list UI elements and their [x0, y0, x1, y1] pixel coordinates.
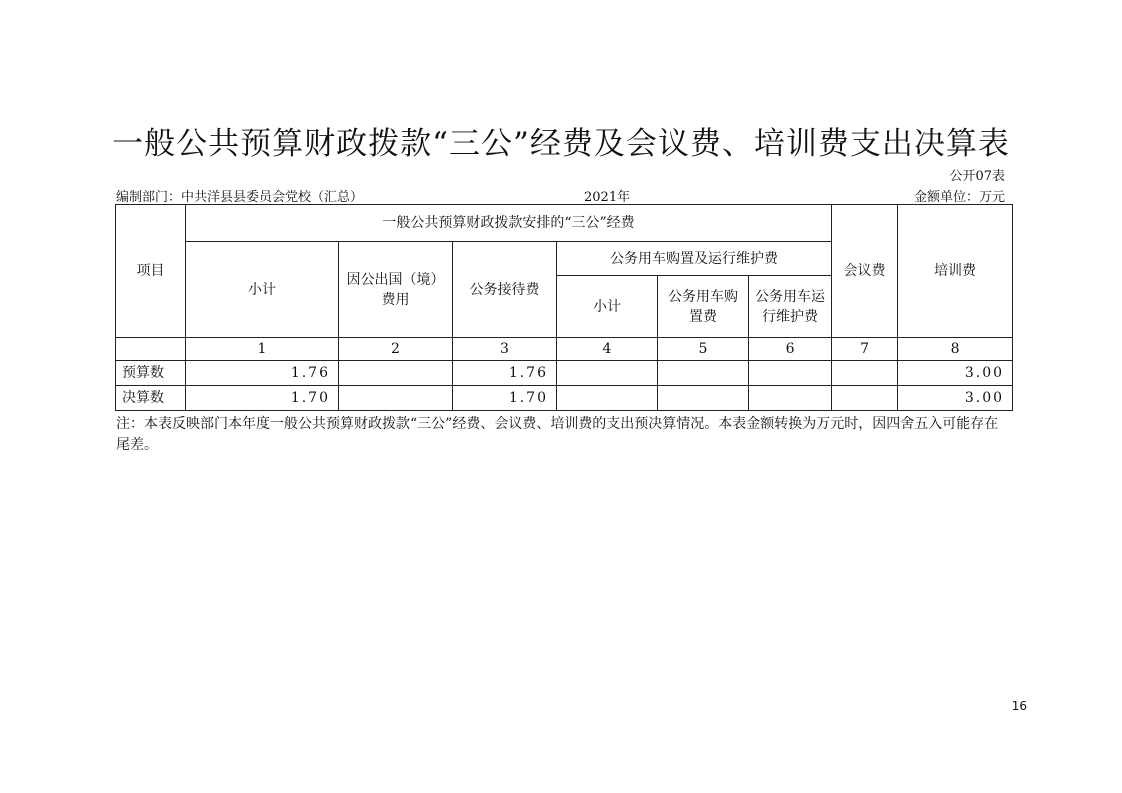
header-meeting: 会议费	[832, 205, 898, 338]
page-title: 一般公共预算财政拨款“三公”经费及会议费、培训费支出决算表	[112, 126, 1010, 162]
header-three-public-group: 一般公共预算财政拨款安排的“三公”经费	[186, 205, 832, 242]
footnote: 注：本表反映部门本年度一般公共预算财政拨款“三公”经费、会议费、培训费的支出预决算情况。本表金额转换为万元时，因四舍五入可能存在尾差。	[116, 416, 999, 453]
column-number: 2	[339, 338, 453, 361]
header-abroad: 因公出国（境）费用	[339, 242, 453, 338]
unit-label: 金额单位：万元	[913, 190, 1005, 205]
row-label: 预算数	[116, 361, 186, 386]
table-cell	[557, 386, 658, 411]
column-number-row	[116, 338, 1013, 361]
table-cell	[749, 386, 832, 411]
table-cell: 1.70	[453, 386, 557, 411]
column-number: 8	[898, 338, 1013, 361]
header-training: 培训费	[898, 205, 1013, 338]
table-cell	[658, 386, 749, 411]
column-number: 7	[832, 338, 898, 361]
table-cell	[339, 361, 453, 386]
table-cell	[339, 386, 453, 411]
header-vehicle-subtotal: 小计	[557, 276, 658, 338]
page-number: 16	[1011, 699, 1027, 713]
table-cell: 3.00	[898, 361, 1013, 386]
table-cell: 3.00	[898, 386, 1013, 411]
column-number: 4	[557, 338, 658, 361]
column-number: 3	[453, 338, 557, 361]
year-label: 2021年	[584, 190, 631, 205]
header-vehicle-maintenance: 公务用车运行维护费	[749, 276, 832, 338]
table-cell: 1.76	[453, 361, 557, 386]
header-vehicle-group: 公务用车购置及运行维护费	[557, 242, 832, 276]
form-number: 公开07表	[949, 169, 1005, 184]
table-cell	[832, 361, 898, 386]
table-cell	[749, 361, 832, 386]
header-reception: 公务接待费	[453, 242, 557, 338]
table-cell	[557, 361, 658, 386]
table-cell	[658, 361, 749, 386]
table-row	[116, 386, 1013, 411]
column-number: 6	[749, 338, 832, 361]
table-cell: 1.76	[186, 361, 339, 386]
header-vehicle-purchase: 公务用车购置费	[658, 276, 749, 338]
table-row	[116, 361, 1013, 386]
table-cell	[832, 386, 898, 411]
column-number-blank	[116, 338, 186, 361]
department-label: 编制部门：中共洋县县委员会党校（汇总）	[116, 190, 364, 205]
column-number: 1	[186, 338, 339, 361]
row-label: 决算数	[116, 386, 186, 411]
column-number: 5	[658, 338, 749, 361]
header-item: 项目	[116, 205, 186, 338]
header-subtotal: 小计	[186, 242, 339, 338]
expenditure-table	[115, 204, 1013, 411]
table-cell: 1.70	[186, 386, 339, 411]
